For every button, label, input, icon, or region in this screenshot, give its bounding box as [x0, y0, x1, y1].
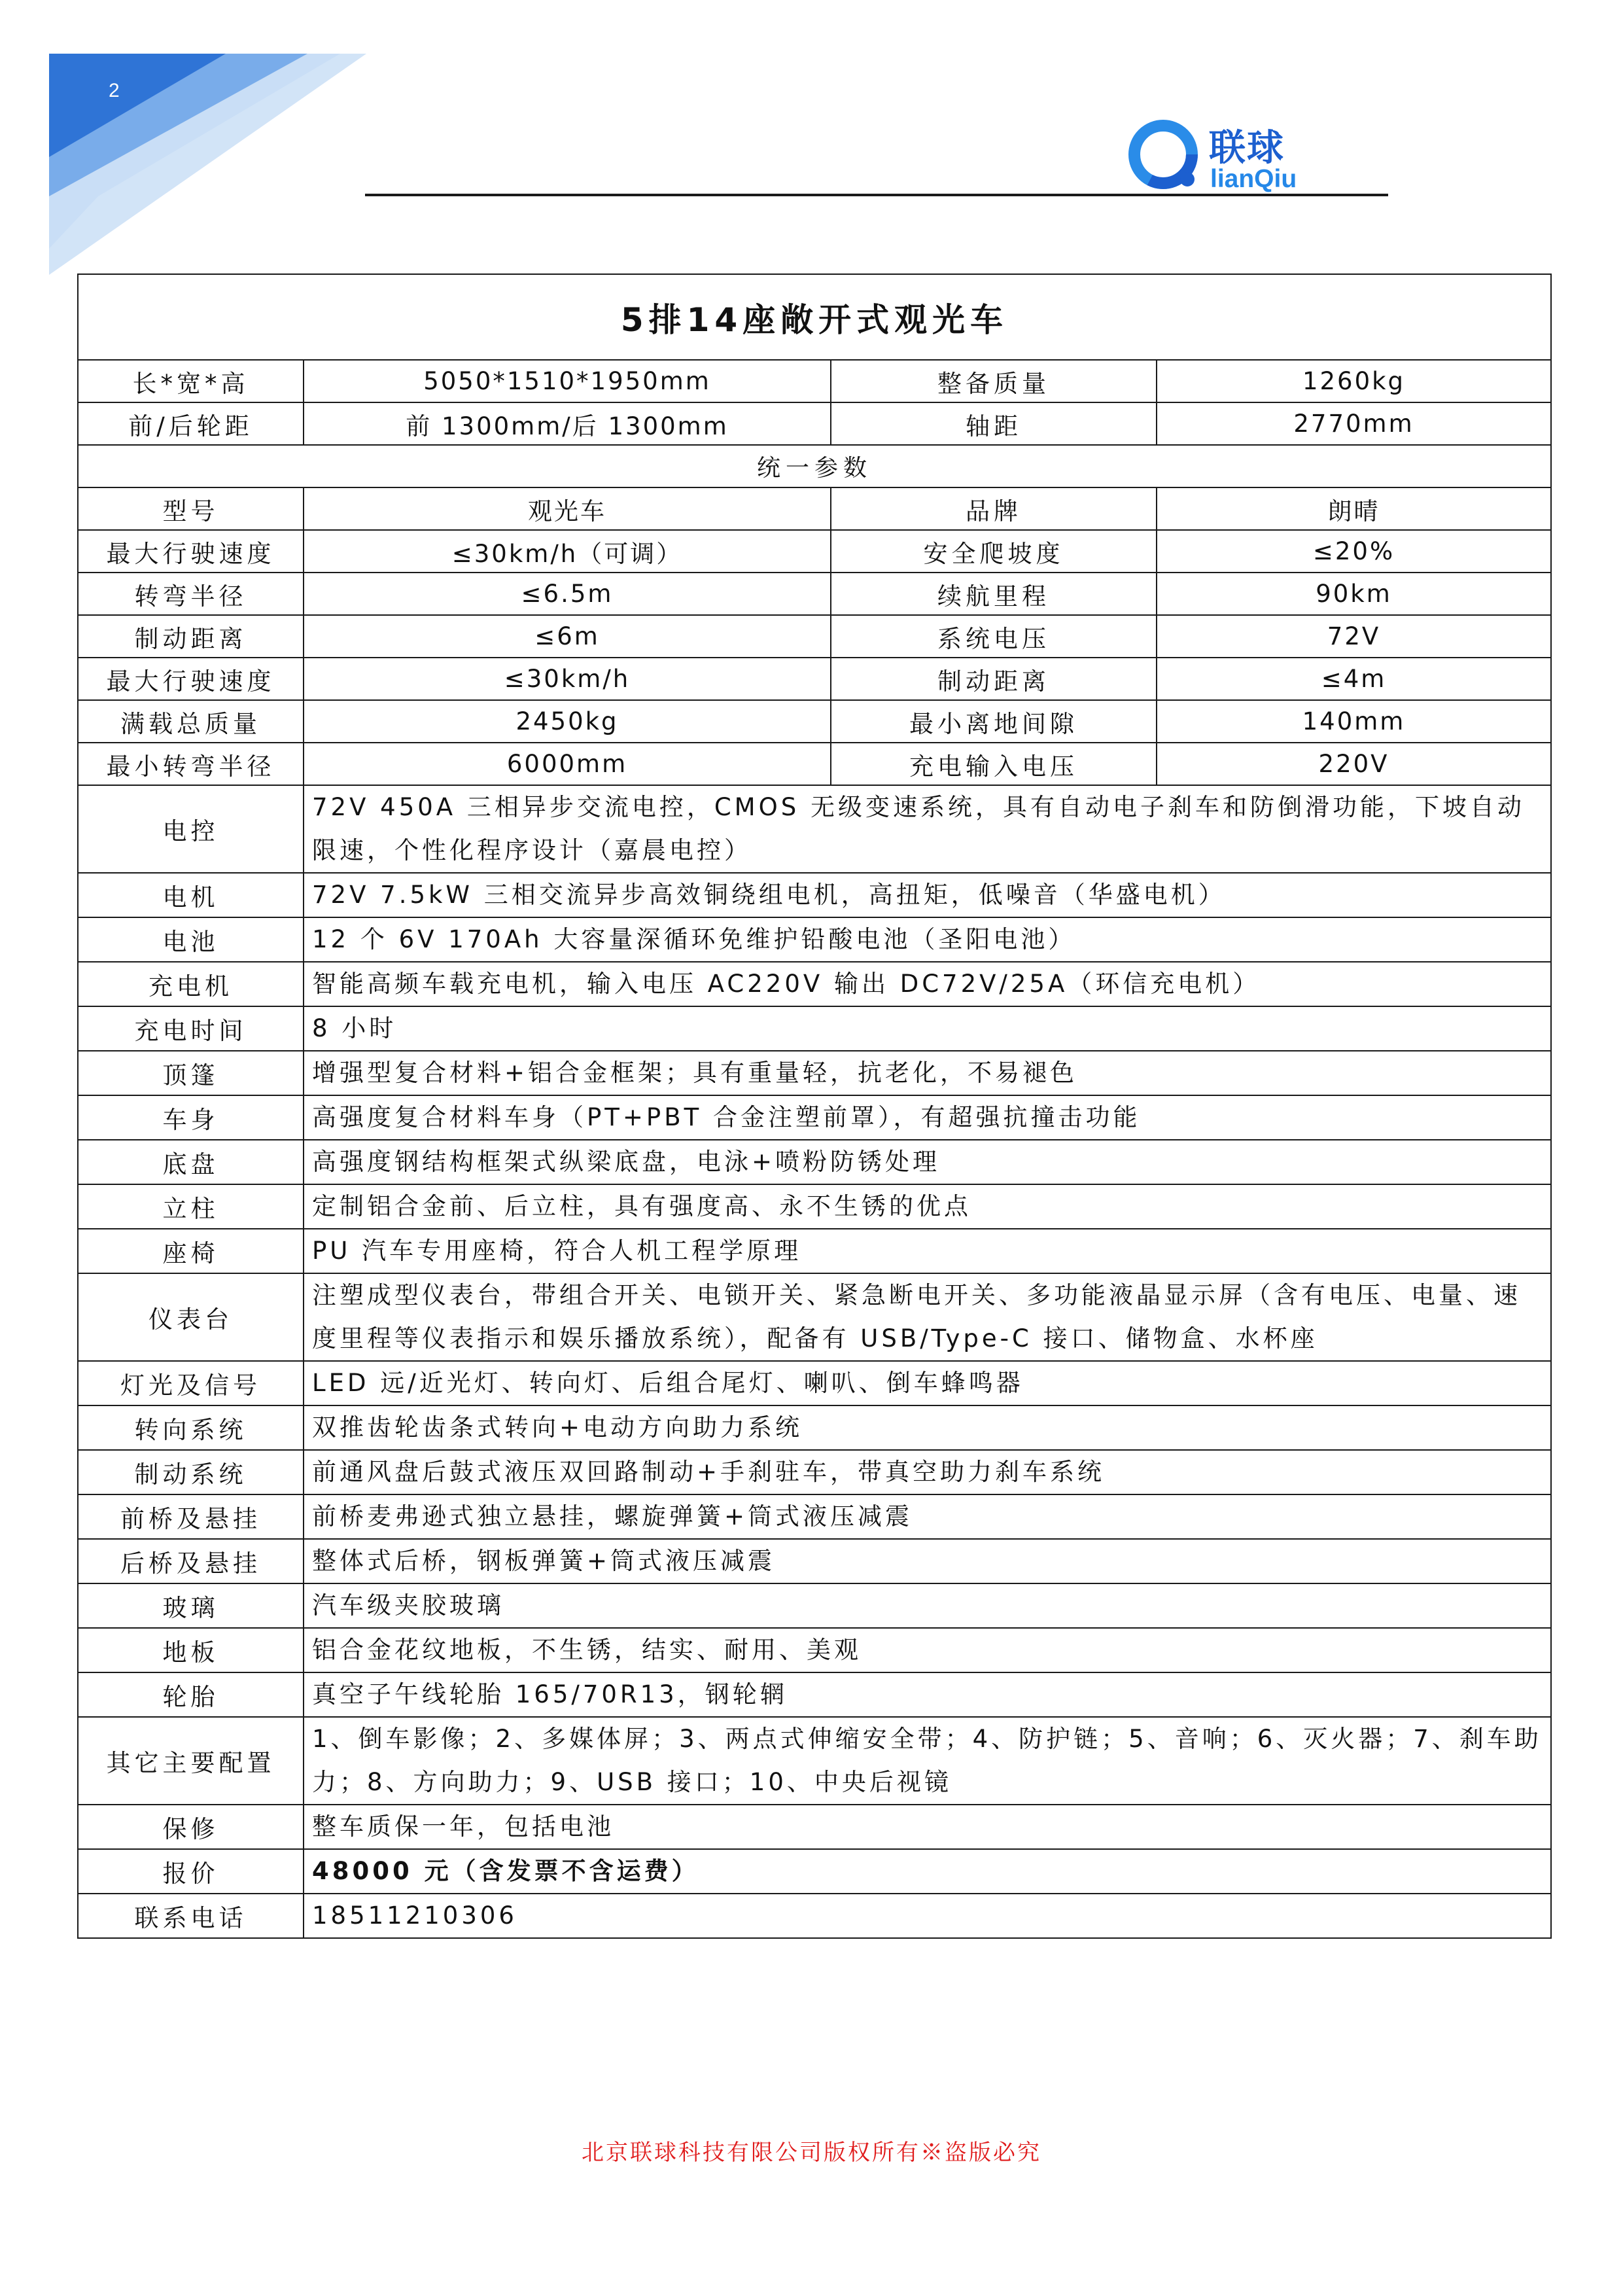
param-row — [78, 700, 1551, 743]
feature-value: 整体式后桥，钢板弹簧+筒式液压减震 — [304, 1539, 1551, 1583]
feature-value: 12 个 6V 170Ah 大容量深循环免维护铅酸电池（圣阳电池） — [304, 917, 1551, 962]
param-row — [78, 743, 1551, 785]
feature-label: 前桥及悬挂 — [78, 1494, 304, 1539]
param-value: 220V — [1157, 743, 1551, 785]
feature-value: LED 远/近光灯、转向灯、后组合尾灯、喇叭、倒车蜂鸣器 — [304, 1361, 1551, 1405]
feature-label: 轮胎 — [78, 1672, 304, 1717]
feature-row — [78, 1006, 1551, 1051]
feature-row — [78, 1849, 1551, 1894]
param-value: ≤30km/h（可调） — [304, 530, 831, 573]
feature-value: 双推齿轮齿条式转向+电动方向助力系统 — [304, 1405, 1551, 1450]
feature-row — [78, 1450, 1551, 1494]
logo-name-cn: 联球 — [1209, 127, 1285, 169]
param-label: 品牌 — [831, 487, 1157, 530]
param-label: 最小转弯半径 — [78, 743, 304, 785]
feature-row — [78, 1361, 1551, 1405]
feature-value: 汽车级夹胶玻璃 — [304, 1583, 1551, 1628]
feature-label: 电机 — [78, 873, 304, 917]
feature-label: 仪表台 — [78, 1273, 304, 1361]
param-value: 1260kg — [1157, 360, 1551, 402]
feature-row — [78, 1672, 1551, 1717]
feature-row — [78, 1140, 1551, 1184]
param-value: 6000mm — [304, 743, 831, 785]
feature-row — [78, 1583, 1551, 1628]
feature-label: 车身 — [78, 1095, 304, 1140]
feature-row — [78, 1405, 1551, 1450]
feature-row — [78, 1051, 1551, 1095]
feature-row — [78, 1229, 1551, 1273]
feature-value: 72V 450A 三相异步交流电控，CMOS 无级变速系统，具有自动电子刹车和防倒滑功能，下坡自动限速，个性化程序设计（嘉晨电控） — [304, 785, 1551, 873]
param-value: ≤6.5m — [304, 573, 831, 615]
feature-value: 整车质保一年，包括电池 — [304, 1805, 1551, 1849]
feature-label: 立柱 — [78, 1184, 304, 1229]
feature-row — [78, 1717, 1551, 1805]
param-row — [78, 658, 1551, 700]
param-value: 140mm — [1157, 700, 1551, 743]
header-rule — [365, 194, 1388, 196]
feature-label: 电池 — [78, 917, 304, 962]
feature-value: 高强度复合材料车身（PT+PBT 合金注塑前罩），有超强抗撞击功能 — [304, 1095, 1551, 1140]
feature-label: 充电机 — [78, 962, 304, 1006]
feature-row — [78, 873, 1551, 917]
feature-row — [78, 962, 1551, 1006]
param-value: 2770mm — [1157, 402, 1551, 445]
feature-row — [78, 1539, 1551, 1583]
feature-value: 前通风盘后鼓式液压双回路制动+手刹驻车，带真空助力刹车系统 — [304, 1450, 1551, 1494]
param-label: 安全爬坡度 — [831, 530, 1157, 573]
footer-copyright: 北京联球科技有限公司版权所有※盗版必究 — [582, 2140, 1041, 2166]
feature-value: 增强型复合材料+铝合金框架；具有重量轻，抗老化，不易褪色 — [304, 1051, 1551, 1095]
feature-label: 保修 — [78, 1805, 304, 1849]
param-label: 最大行驶速度 — [78, 658, 304, 700]
param-label: 制动距离 — [78, 615, 304, 658]
param-value: ≤30km/h — [304, 658, 831, 700]
feature-label: 玻璃 — [78, 1583, 304, 1628]
dimension-row — [78, 360, 1551, 402]
dimension-row — [78, 402, 1551, 445]
feature-label: 底盘 — [78, 1140, 304, 1184]
param-row — [78, 530, 1551, 573]
logo-mark-icon — [1125, 116, 1202, 194]
param-label: 最小离地间隙 — [831, 700, 1157, 743]
section-title: 统一参数 — [78, 445, 1551, 487]
param-label: 转弯半径 — [78, 573, 304, 615]
feature-label: 电控 — [78, 785, 304, 873]
feature-label: 转向系统 — [78, 1405, 304, 1450]
feature-row — [78, 1628, 1551, 1672]
param-value: 观光车 — [304, 487, 831, 530]
feature-value: 注塑成型仪表台，带组合开关、电锁开关、紧急断电开关、多功能液晶显示屏（含有电压、电量、速度里程等仪表指示和娱乐播放系统），配备有 USB/Type-C 接口、储物盒、水杯座 — [304, 1273, 1551, 1361]
feature-value: 1、倒车影像；2、多媒体屏；3、两点式伸缩安全带；4、防护链；5、音响；6、灭火器；7、刹车助力；8、方向助力；9、USB 接口；10、中央后视镜 — [304, 1717, 1551, 1805]
param-value: ≤20% — [1157, 530, 1551, 573]
feature-value: 前桥麦弗逊式独立悬挂，螺旋弹簧+筒式液压减震 — [304, 1494, 1551, 1539]
feature-row — [78, 1095, 1551, 1140]
feature-row — [78, 917, 1551, 962]
feature-row — [78, 1273, 1551, 1361]
param-row — [78, 615, 1551, 658]
section-row — [78, 445, 1551, 487]
page-number: 2 — [109, 80, 120, 101]
feature-value: 高强度钢结构框架式纵梁底盘，电泳+喷粉防锈处理 — [304, 1140, 1551, 1184]
feature-value: 智能高频车载充电机，输入电压 AC220V 输出 DC72V/25A（环信充电机） — [304, 962, 1551, 1006]
feature-label: 制动系统 — [78, 1450, 304, 1494]
feature-value: 18511210306 — [304, 1894, 1551, 1938]
param-label: 系统电压 — [831, 615, 1157, 658]
param-value: ≤4m — [1157, 658, 1551, 700]
param-label: 满载总质量 — [78, 700, 304, 743]
feature-label: 联系电话 — [78, 1894, 304, 1938]
param-label: 型号 — [78, 487, 304, 530]
param-value: 72V — [1157, 615, 1551, 658]
feature-row — [78, 1805, 1551, 1849]
feature-value: 定制铝合金前、后立柱，具有强度高、永不生锈的优点 — [304, 1184, 1551, 1229]
param-label: 续航里程 — [831, 573, 1157, 615]
table-title: 5排14座敞开式观光车 — [78, 274, 1551, 360]
feature-value: 8 小时 — [304, 1006, 1551, 1051]
param-label: 制动距离 — [831, 658, 1157, 700]
param-value: 90km — [1157, 573, 1551, 615]
param-row — [78, 573, 1551, 615]
feature-value: 铝合金花纹地板，不生锈，结实、耐用、美观 — [304, 1628, 1551, 1672]
param-value: ≤6m — [304, 615, 831, 658]
logo-name-en: lianQiu — [1210, 165, 1297, 193]
param-label: 整备质量 — [831, 360, 1157, 402]
feature-label: 顶篷 — [78, 1051, 304, 1095]
param-label: 充电输入电压 — [831, 743, 1157, 785]
param-value: 朗晴 — [1157, 487, 1551, 530]
feature-label: 后桥及悬挂 — [78, 1539, 304, 1583]
feature-value: 48000 元（含发票不含运费） — [304, 1849, 1551, 1894]
feature-row — [78, 1494, 1551, 1539]
param-value: 前 1300mm/后 1300mm — [304, 402, 831, 445]
param-value: 2450kg — [304, 700, 831, 743]
feature-label: 座椅 — [78, 1229, 304, 1273]
param-label: 最大行驶速度 — [78, 530, 304, 573]
feature-row — [78, 1184, 1551, 1229]
param-row — [78, 487, 1551, 530]
param-label: 轴距 — [831, 402, 1157, 445]
feature-label: 充电时间 — [78, 1006, 304, 1051]
feature-value: PU 汽车专用座椅，符合人机工程学原理 — [304, 1229, 1551, 1273]
param-value: 5050*1510*1950mm — [304, 360, 831, 402]
feature-label: 灯光及信号 — [78, 1361, 304, 1405]
param-label: 前/后轮距 — [78, 402, 304, 445]
company-logo — [1125, 116, 1341, 202]
feature-label: 报价 — [78, 1849, 304, 1894]
feature-value: 真空子午线轮胎 165/70R13，钢轮辋 — [304, 1672, 1551, 1717]
param-label: 长*宽*高 — [78, 360, 304, 402]
feature-row — [78, 785, 1551, 873]
spec-table — [77, 274, 1552, 1939]
feature-label: 地板 — [78, 1628, 304, 1672]
feature-label: 其它主要配置 — [78, 1717, 304, 1805]
feature-value: 72V 7.5kW 三相交流异步高效铜绕组电机，高扭矩，低噪音（华盛电机） — [304, 873, 1551, 917]
corner-decoration — [0, 0, 366, 275]
feature-row — [78, 1894, 1551, 1938]
